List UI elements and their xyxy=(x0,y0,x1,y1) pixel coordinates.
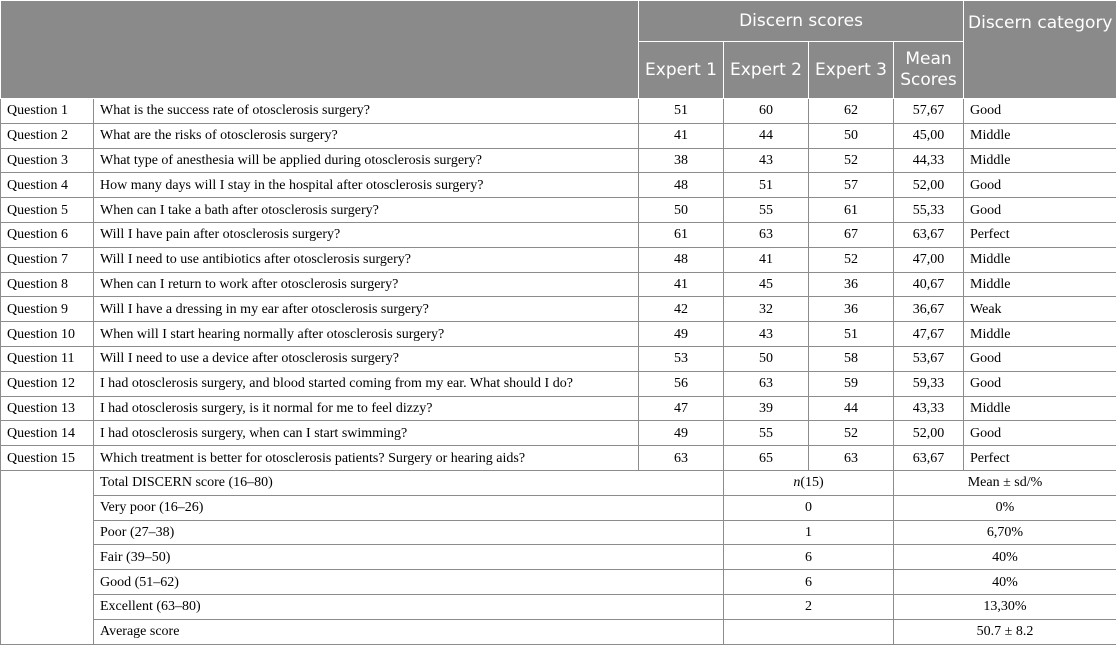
summary-row xyxy=(1,545,1116,570)
summary-head-stat: Mean ± sd/% xyxy=(894,470,1116,495)
expert-2-score: 43 xyxy=(724,322,809,347)
expert-1-score: 53 xyxy=(639,346,724,371)
mean-score: 36,67 xyxy=(894,297,964,322)
expert-3-score: 36 xyxy=(809,272,894,297)
header-discern-category: Discern category xyxy=(964,1,1116,99)
expert-1-score: 42 xyxy=(639,297,724,322)
summary-n: 2 xyxy=(724,594,894,619)
header-mean-scores: Mean Scores xyxy=(894,42,964,99)
expert-3-score: 67 xyxy=(809,222,894,247)
question-row xyxy=(1,123,1116,148)
question-text: Will I have a dressing in my ear after otosclerosis surgery? xyxy=(94,297,639,322)
question-label: Question 7 xyxy=(1,247,94,272)
expert-1-score: 48 xyxy=(639,173,724,198)
question-label: Question 14 xyxy=(1,421,94,446)
expert-1-score: 56 xyxy=(639,371,724,396)
question-text: I had otosclerosis surgery, is it normal for me to feel dizzy? xyxy=(94,396,639,421)
question-row xyxy=(1,198,1116,223)
discern-category: Middle xyxy=(964,247,1116,272)
question-label: Question 10 xyxy=(1,322,94,347)
mean-score: 43,33 xyxy=(894,396,964,421)
summary-n: 0 xyxy=(724,495,894,520)
discern-category: Good xyxy=(964,371,1116,396)
header-discern-scores: Discern scores xyxy=(639,1,964,42)
expert-2-score: 60 xyxy=(724,99,809,124)
discern-category: Good xyxy=(964,421,1116,446)
expert-2-score: 39 xyxy=(724,396,809,421)
expert-3-score: 44 xyxy=(809,396,894,421)
question-text: What are the risks of otosclerosis surgery? xyxy=(94,123,639,148)
summary-pct: 6,70% xyxy=(894,520,1116,545)
summary-label: Very poor (16–26) xyxy=(94,495,724,520)
discern-category: Good xyxy=(964,173,1116,198)
question-text: When will I start hearing normally after otosclerosis surgery? xyxy=(94,322,639,347)
summary-label: Fair (39–50) xyxy=(94,545,724,570)
expert-3-score: 58 xyxy=(809,346,894,371)
question-row xyxy=(1,173,1116,198)
summary-label: Excellent (63–80) xyxy=(94,594,724,619)
expert-2-score: 63 xyxy=(724,222,809,247)
summary-blank xyxy=(1,470,94,644)
discern-category: Good xyxy=(964,99,1116,124)
expert-2-score: 51 xyxy=(724,173,809,198)
question-label: Question 6 xyxy=(1,222,94,247)
expert-3-score: 51 xyxy=(809,322,894,347)
question-text: When can I take a bath after otosclerosis surgery? xyxy=(94,198,639,223)
average-value: 50.7 ± 8.2 xyxy=(894,619,1116,644)
header-blank xyxy=(1,1,639,99)
question-row xyxy=(1,446,1116,471)
summary-row xyxy=(1,594,1116,619)
question-row xyxy=(1,346,1116,371)
summary-label: Good (51–62) xyxy=(94,570,724,595)
question-label: Question 3 xyxy=(1,148,94,173)
question-text: What is the success rate of otosclerosis surgery? xyxy=(94,99,639,124)
mean-score: 45,00 xyxy=(894,123,964,148)
question-row xyxy=(1,148,1116,173)
expert-3-score: 52 xyxy=(809,148,894,173)
expert-1-score: 50 xyxy=(639,198,724,223)
expert-1-score: 47 xyxy=(639,396,724,421)
summary-row xyxy=(1,495,1116,520)
summary-head-label: Total DISCERN score (16–80) xyxy=(94,470,724,495)
summary-head-n xyxy=(724,470,894,495)
question-label: Question 11 xyxy=(1,346,94,371)
question-row xyxy=(1,322,1116,347)
question-text: I had otosclerosis surgery, when can I start swimming? xyxy=(94,421,639,446)
question-text: When can I return to work after otosclerosis surgery? xyxy=(94,272,639,297)
expert-3-score: 62 xyxy=(809,99,894,124)
discern-category: Weak xyxy=(964,297,1116,322)
question-label: Question 9 xyxy=(1,297,94,322)
question-label: Question 5 xyxy=(1,198,94,223)
expert-2-score: 44 xyxy=(724,123,809,148)
discern-category: Good xyxy=(964,346,1116,371)
summary-pct: 40% xyxy=(894,570,1116,595)
expert-1-score: 49 xyxy=(639,322,724,347)
mean-score: 59,33 xyxy=(894,371,964,396)
expert-2-score: 45 xyxy=(724,272,809,297)
expert-2-score: 63 xyxy=(724,371,809,396)
question-row xyxy=(1,247,1116,272)
expert-2-score: 55 xyxy=(724,198,809,223)
summary-head-row xyxy=(1,470,1116,495)
question-text: Will I need to use antibiotics after otosclerosis surgery? xyxy=(94,247,639,272)
expert-1-score: 51 xyxy=(639,99,724,124)
question-rows xyxy=(1,99,1116,471)
expert-2-score: 50 xyxy=(724,346,809,371)
summary-pct: 40% xyxy=(894,545,1116,570)
expert-1-score: 38 xyxy=(639,148,724,173)
question-row xyxy=(1,421,1116,446)
average-label: Average score xyxy=(94,619,724,644)
question-text: Will I need to use a device after otosclerosis surgery? xyxy=(94,346,639,371)
discern-category: Middle xyxy=(964,272,1116,297)
discern-category: Perfect xyxy=(964,222,1116,247)
expert-2-score: 55 xyxy=(724,421,809,446)
discern-category: Middle xyxy=(964,396,1116,421)
question-row xyxy=(1,297,1116,322)
question-text: Which treatment is better for otosclerosis patients? Surgery or hearing aids? xyxy=(94,446,639,471)
question-label: Question 15 xyxy=(1,446,94,471)
question-label: Question 12 xyxy=(1,371,94,396)
question-label: Question 2 xyxy=(1,123,94,148)
discern-category: Middle xyxy=(964,148,1116,173)
question-text: I had otosclerosis surgery, and blood started coming from my ear. What should I do? xyxy=(94,371,639,396)
expert-3-score: 59 xyxy=(809,371,894,396)
expert-3-score: 57 xyxy=(809,173,894,198)
summary-row xyxy=(1,570,1116,595)
question-row xyxy=(1,272,1116,297)
expert-1-score: 63 xyxy=(639,446,724,471)
expert-1-score: 61 xyxy=(639,222,724,247)
summary-average-row xyxy=(1,619,1116,644)
expert-3-score: 36 xyxy=(809,297,894,322)
summary-row xyxy=(1,520,1116,545)
expert-2-score: 65 xyxy=(724,446,809,471)
summary-rows xyxy=(1,470,1116,644)
n-suffix: (15) xyxy=(800,475,824,491)
expert-1-score: 49 xyxy=(639,421,724,446)
expert-3-score: 61 xyxy=(809,198,894,223)
expert-3-score: 63 xyxy=(809,446,894,471)
expert-2-score: 32 xyxy=(724,297,809,322)
question-label: Question 4 xyxy=(1,173,94,198)
mean-score: 63,67 xyxy=(894,222,964,247)
expert-2-score: 43 xyxy=(724,148,809,173)
expert-3-score: 50 xyxy=(809,123,894,148)
discern-category: Perfect xyxy=(964,446,1116,471)
header-expert-2: Expert 2 xyxy=(724,42,809,99)
question-row xyxy=(1,99,1116,124)
question-row xyxy=(1,371,1116,396)
mean-score: 47,00 xyxy=(894,247,964,272)
mean-score: 55,33 xyxy=(894,198,964,223)
summary-label: Poor (27–38) xyxy=(94,520,724,545)
expert-1-score: 41 xyxy=(639,272,724,297)
expert-3-score: 52 xyxy=(809,421,894,446)
average-n xyxy=(724,619,894,644)
header-expert-3: Expert 3 xyxy=(809,42,894,99)
summary-pct: 13,30% xyxy=(894,594,1116,619)
mean-score: 52,00 xyxy=(894,173,964,198)
question-text: How many days will I stay in the hospital after otosclerosis surgery? xyxy=(94,173,639,198)
question-label: Question 8 xyxy=(1,272,94,297)
mean-score: 52,00 xyxy=(894,421,964,446)
summary-n: 6 xyxy=(724,545,894,570)
question-text: Will I have pain after otosclerosis surgery? xyxy=(94,222,639,247)
n-italic: n xyxy=(793,475,801,491)
mean-score: 47,67 xyxy=(894,322,964,347)
question-label: Question 1 xyxy=(1,99,94,124)
summary-pct: 0% xyxy=(894,495,1116,520)
summary-n: 6 xyxy=(724,570,894,595)
mean-score: 40,67 xyxy=(894,272,964,297)
discern-category: Middle xyxy=(964,123,1116,148)
discern-category: Middle xyxy=(964,322,1116,347)
mean-score: 53,67 xyxy=(894,346,964,371)
summary-n: 1 xyxy=(724,520,894,545)
expert-1-score: 41 xyxy=(639,123,724,148)
expert-1-score: 48 xyxy=(639,247,724,272)
question-row xyxy=(1,396,1116,421)
expert-3-score: 52 xyxy=(809,247,894,272)
mean-score: 57,67 xyxy=(894,99,964,124)
expert-2-score: 41 xyxy=(724,247,809,272)
discern-category: Good xyxy=(964,198,1116,223)
question-row xyxy=(1,222,1116,247)
question-text: What type of anesthesia will be applied during otosclerosis surgery? xyxy=(94,148,639,173)
question-label: Question 13 xyxy=(1,396,94,421)
header-expert-1: Expert 1 xyxy=(639,42,724,99)
mean-score: 44,33 xyxy=(894,148,964,173)
mean-score: 63,67 xyxy=(894,446,964,471)
